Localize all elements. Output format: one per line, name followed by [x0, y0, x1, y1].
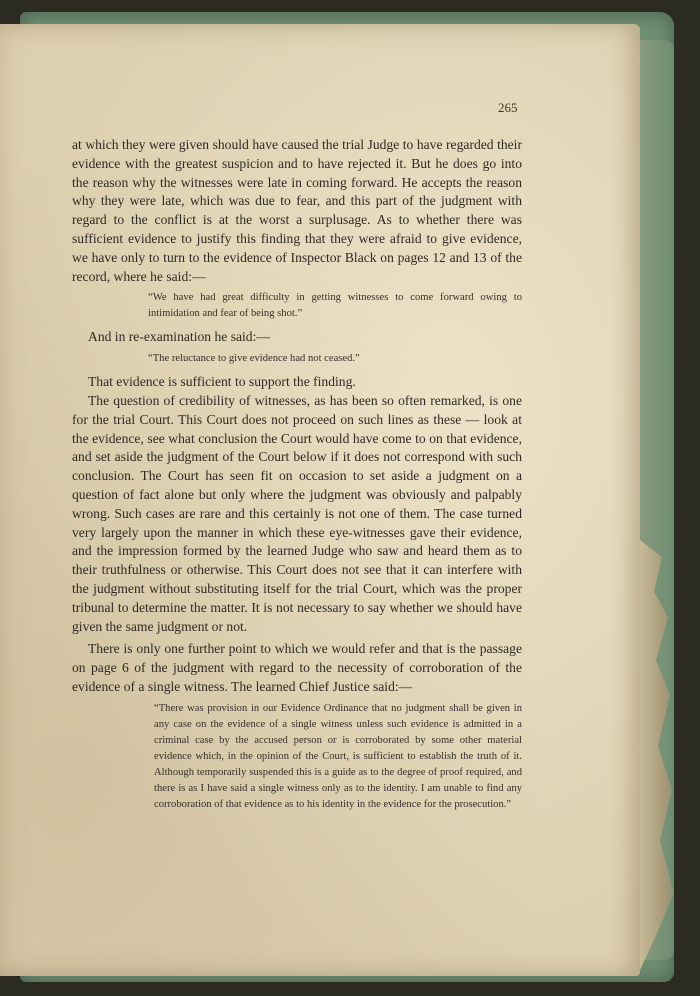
page-number: 265: [498, 100, 518, 115]
quote-inspector-black-1: “We have had great difficulty in getting witnesses to come forward owing to intimidation and fear of being shot.”: [148, 292, 522, 320]
quote-inspector-black-2: “The reluctance to give evidence had not ceased.”: [148, 353, 360, 365]
paragraph-corroboration: There is only one further point to which we would refer and that is the passage on page 6 of the judgment with regard to the necessity of corroboration of the evidence of a single witness. The learned Chief Justice said:—: [72, 641, 522, 694]
book-page: [0, 24, 640, 976]
frayed-page-edge: [640, 540, 680, 970]
paragraph-credibility: The question of credibility of witnesses, as has been so often remarked, is one for the trial Court. This Court does not proceed on such lines as these — look at the evidence, see what conclusion the Court would have come to on that evidence, and set aside the judgment of the Court below if it does not correspond with such conclusion. The Court has seen fit on occasion to set aside a judgment on a question of fact alone but only where the judgment was obviously and palpably wrong. Such cases are rare and this certainly is not one of them. The case turned very largely upon the manner in which these eye-witnesses gave their evidence, and the impression formed by the learned Judge who saw and heard them as to their truthfulness or otherwise. This Court does not see that it can interfere with the judgment without substituting itself for the trial Court, which was the proper tribunal to determine the matter. It is not necessary to say whether we should have given the same judgment or not.: [72, 392, 522, 634]
paragraph-1: at which they were given should have caused the trial Judge to have regarded their evidence with the greatest suspicion and to have rejected it. But he does go into the reason why the witnesses were late in coming forward. He accepts the reason why they were late, which was due to fear, and this part of the judgment with regard to the conflict is at the worst a surplusage. As to whether there was sufficient evidence to justify this finding that they were afraid to give evidence, we have only to turn to the evidence of Inspector Black on pages 12 and 13 of the record, where he said:—: [72, 137, 522, 284]
paragraph-sufficient: That evidence is sufficient to support the finding.: [88, 374, 356, 390]
paragraph-re-examination: And in re-examination he said:—: [88, 329, 270, 345]
page-body: [72, 136, 522, 819]
quote-chief-justice: “There was provision in our Evidence Ordinance that no judgment shall be given in any case on the evidence of a single witness unless such evidence is admitted in a criminal case by the accused person or is corroborated by some other material evidence which, in the opinion of the Court, is sufficient to establish the truth of it. Although temporarily suspended this is a guide as to the degree of proof required, and there is as I have said a single witness only as to the identity. I am unable to find any corroboration of that evidence as to his identity in the evidence for the prosecution.”: [154, 702, 522, 811]
